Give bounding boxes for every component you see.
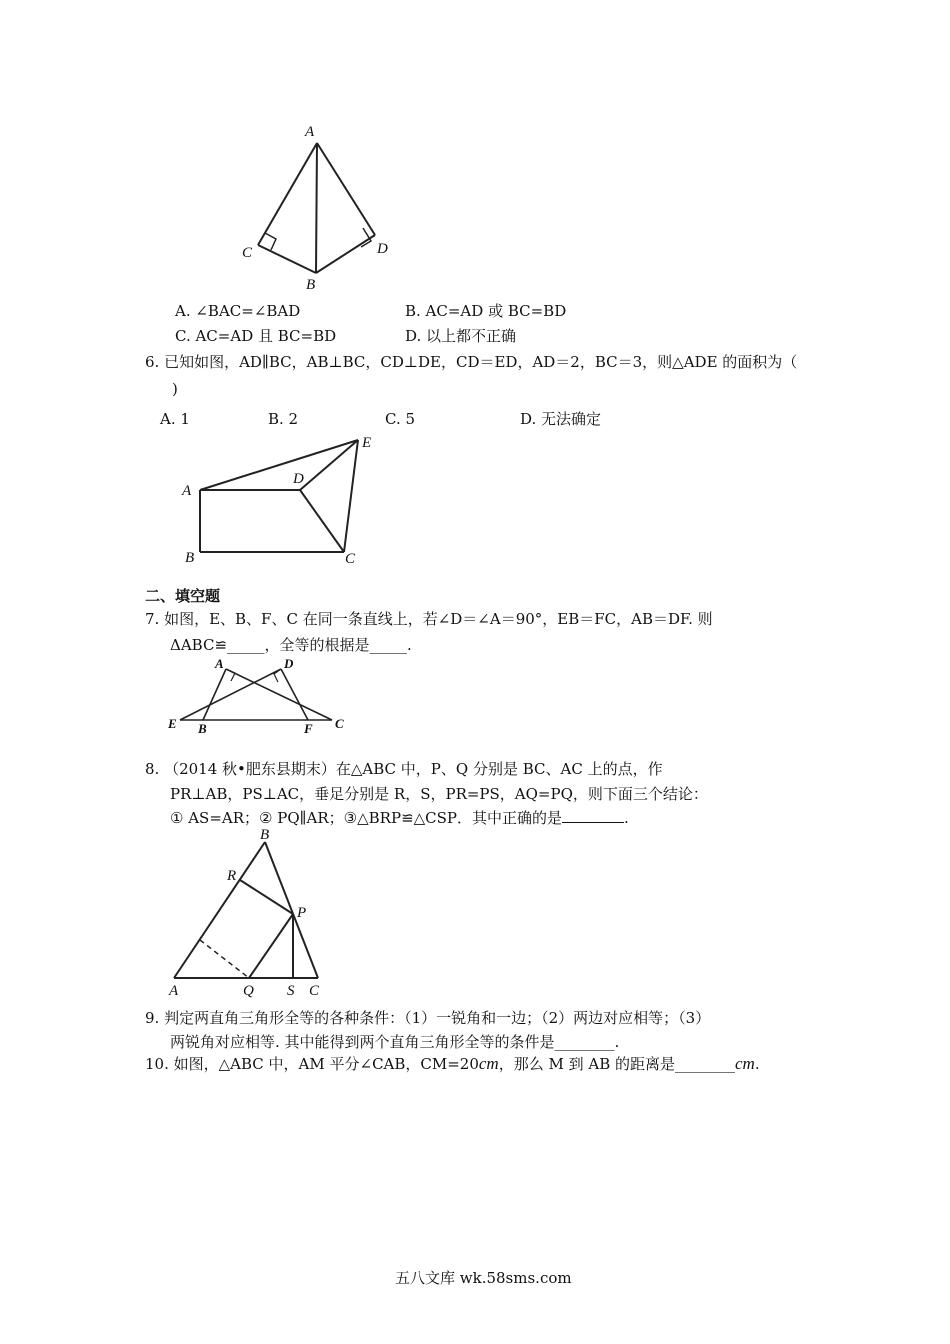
q5-option-b: B. AC=AD 或 BC=BD <box>405 302 567 320</box>
label-a: A <box>215 656 224 671</box>
label-c: C <box>309 983 320 999</box>
label-a: A <box>169 983 179 999</box>
q6-stem-line2: ) <box>172 380 178 398</box>
q10-text: 10. 如图，△ABC 中，AM 平分∠CAB，CM=20 <box>145 1055 479 1073</box>
q6-option-d: D. 无法确定 <box>520 410 602 428</box>
q10-mid: ，那么 M 到 AB 的距离是________ <box>498 1055 736 1073</box>
q5-option-c: C. AC=AD 且 BC=BD <box>175 327 337 345</box>
q9-stem-line1: 9. 判定两直角三角形全等的各种条件：（1）一锐角和一边；（2）两边对应相等；（3） <box>145 1009 711 1027</box>
label-a: A <box>182 483 192 499</box>
q5-option-d: D. 以上都不正确 <box>405 327 517 345</box>
q6-option-c: C. 5 <box>385 410 416 428</box>
label-q: Q <box>243 983 254 999</box>
figure-q7 <box>160 652 360 737</box>
label-d: D <box>284 656 294 671</box>
q8-stem-end: . <box>624 809 629 827</box>
q6-stem-line1: 6. 已知如图，AD∥BC，AB⊥BC，CD⊥DE，CD＝ED，AD＝2，BC＝3，则△ADE 的面积为（ <box>145 353 798 371</box>
q8-stem-line1: 8. （2014 秋•肥东县期末）在△ABC 中，P、Q 分别是 BC、AC 上的点，作 <box>145 760 663 778</box>
label-r: R <box>227 868 237 884</box>
label-b: B <box>198 721 207 736</box>
figure-q8 <box>160 825 340 1000</box>
label-b: B <box>185 550 195 566</box>
label-a: A <box>305 124 315 140</box>
label-b: B <box>260 827 270 843</box>
label-d: D <box>377 241 388 257</box>
q6-option-a: A. 1 <box>160 410 190 428</box>
figure-q5 <box>230 115 410 300</box>
q10-end: . <box>754 1055 760 1073</box>
q9-stem-line2: 两锐角对应相等. 其中能得到两个直角三角形全等的条件是________. <box>170 1033 620 1051</box>
section-heading: 二、填空题 <box>145 587 221 605</box>
label-e: E <box>362 435 372 451</box>
figure-q6 <box>170 430 390 575</box>
q8-stem-text: ① AS=AR；② PQ∥AR；③△BRP≌△CSP．其中正确的是 <box>170 809 563 827</box>
answer-blank[interactable] <box>562 808 624 823</box>
q7-stem-line1: 7. 如图，E、B、F、C 在同一条直线上，若∠D＝∠A＝90°，EB＝FC，AB＝DF. 则 <box>145 610 713 628</box>
unit-cm: cm <box>735 1054 755 1073</box>
label-b: B <box>306 277 316 293</box>
q8-stem-line2: PR⊥AB，PS⊥AC，垂足分别是 R，S，PR=PS，AQ=PQ，则下面三个结论： <box>170 785 708 803</box>
q6-option-b: B. 2 <box>268 410 299 428</box>
q10-stem <box>145 1054 760 1074</box>
label-d: D <box>293 471 304 487</box>
unit-cm: cm <box>478 1054 499 1073</box>
label-p: P <box>297 905 307 921</box>
q7-stem-line2: ΔABC≌_____，全等的根据是_____. <box>170 636 412 654</box>
label-c: C <box>335 716 344 731</box>
label-s: S <box>287 983 295 999</box>
label-f: F <box>304 721 313 736</box>
label-e: E <box>168 716 177 731</box>
label-c: C <box>242 245 253 261</box>
page-footer: 五八文库 wk.58sms.com <box>395 1269 572 1287</box>
label-c: C <box>345 551 356 567</box>
q5-option-a: A. ∠BAC=∠BAD <box>175 302 301 320</box>
